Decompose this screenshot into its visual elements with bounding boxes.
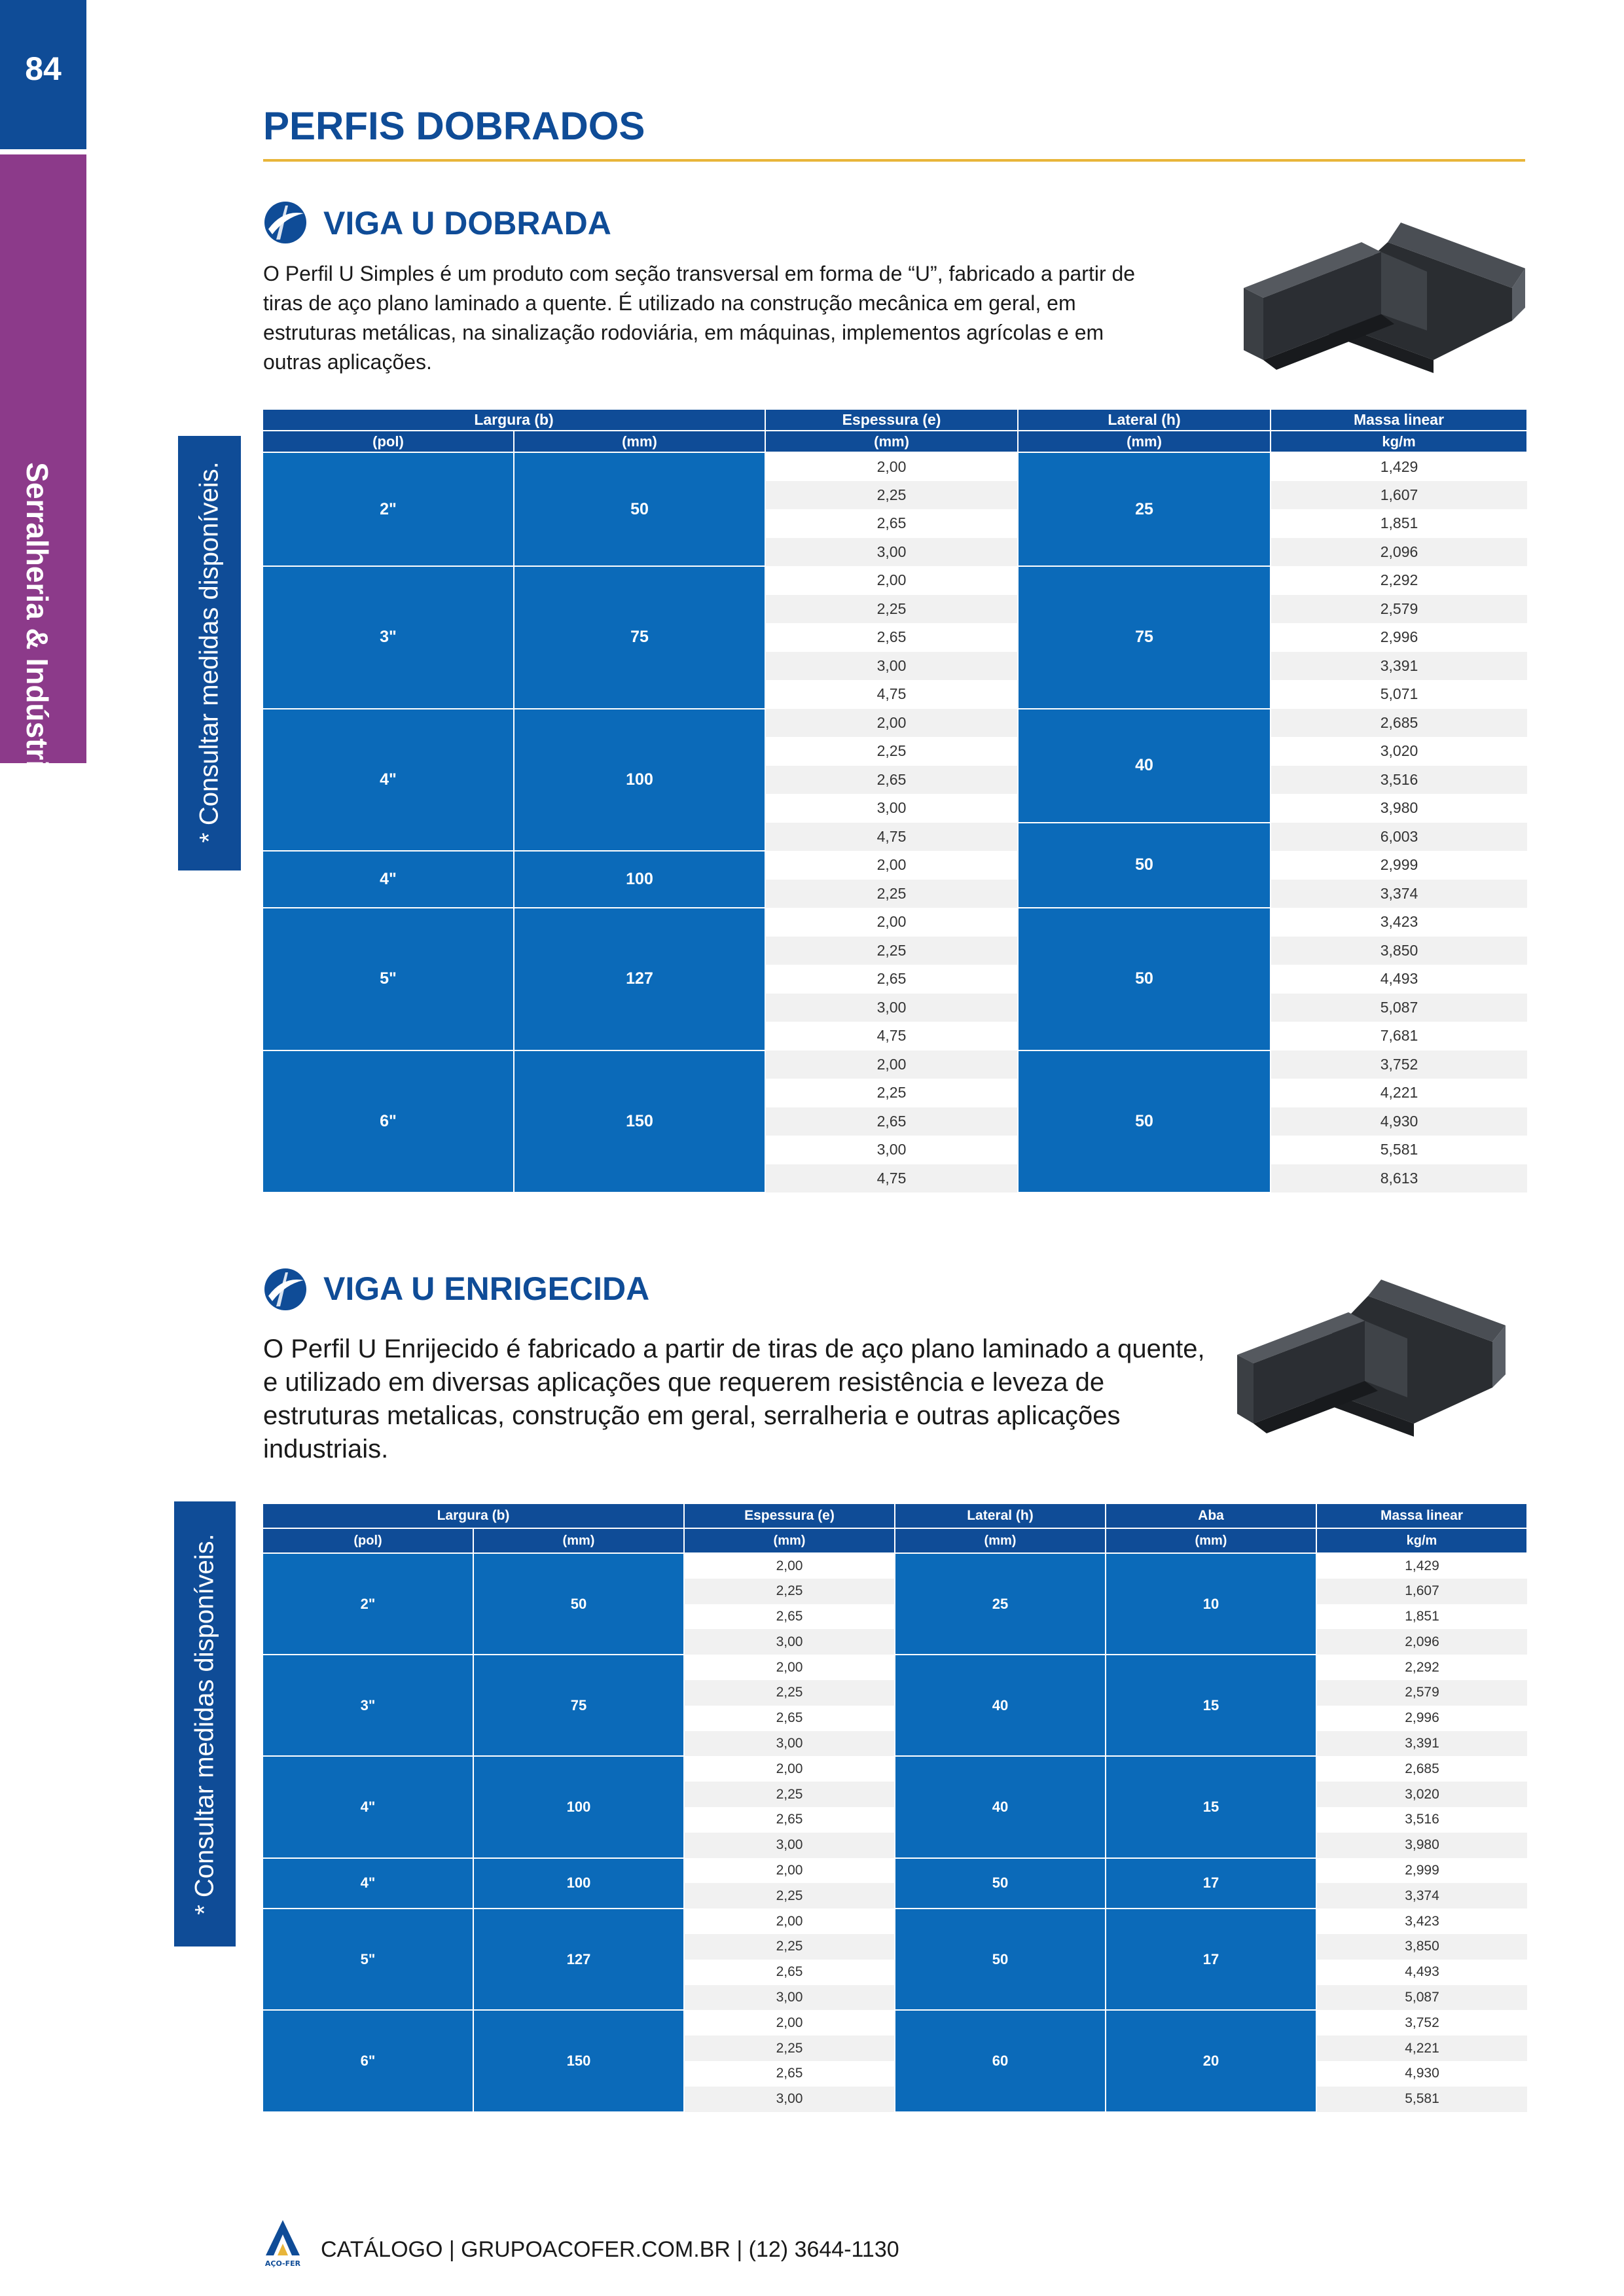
viga-u-enrigecida-table: [262, 1503, 1528, 2113]
thickness-cell: 2,65: [765, 623, 1018, 652]
linear-mass-cell: 3,391: [1271, 652, 1527, 681]
thickness-cell: 3,00: [684, 1985, 895, 2011]
lateral-cell: 25: [895, 1553, 1106, 1655]
linear-mass-cell: 5,581: [1316, 2087, 1527, 2112]
thickness-cell: 3,00: [684, 1731, 895, 1757]
header-espessura: Espessura (e): [684, 1503, 895, 1528]
width-pol-cell: 4": [262, 1756, 473, 1857]
unit-kg-m: kg/m: [1316, 1528, 1527, 1553]
side-note-box: [174, 1501, 236, 1946]
linear-mass-cell: 2,579: [1316, 1680, 1527, 1706]
thickness-cell: 2,65: [765, 1107, 1018, 1136]
table-row: [262, 851, 1527, 880]
width-mm-cell: 150: [473, 2010, 684, 2111]
linear-mass-cell: 3,374: [1271, 880, 1527, 908]
width-mm-cell: 127: [514, 908, 765, 1050]
table-row: [262, 709, 1527, 738]
aba-cell: 17: [1106, 1858, 1316, 1909]
unit-kg-m: kg/m: [1271, 431, 1527, 452]
linear-mass-cell: 4,493: [1271, 965, 1527, 994]
width-mm-cell: 100: [514, 851, 765, 908]
unit-mm: (mm): [895, 1528, 1106, 1553]
thickness-cell: 2,25: [684, 1579, 895, 1604]
thickness-cell: 2,65: [684, 1807, 895, 1833]
linear-mass-cell: 2,685: [1316, 1756, 1527, 1782]
thickness-cell: 2,25: [765, 937, 1018, 965]
section-description-viga-u-dobrada: O Perfil U Simples é um produto com seção transversal em forma de “U”, fabricado a partir de tiras de aço plano laminado a quente. É utilizado na construção mecânica em geral, em estruturas metálicas, na sinalização rodoviária, em máquinas, implementos agrícolas e em outras aplicações.: [263, 262, 1136, 374]
thickness-cell: 3,00: [684, 2087, 895, 2112]
thickness-cell: 2,25: [765, 481, 1018, 510]
width-pol-cell: 4": [262, 709, 514, 852]
width-mm-cell: 100: [473, 1756, 684, 1857]
thickness-cell: 2,25: [765, 1079, 1018, 1107]
thickness-cell: 2,00: [684, 1909, 895, 1934]
aba-cell: 15: [1106, 1655, 1316, 1756]
linear-mass-cell: 5,087: [1271, 994, 1527, 1022]
thickness-cell: 2,00: [765, 908, 1018, 937]
linear-mass-cell: 1,851: [1316, 1604, 1527, 1630]
section-description-viga-u-enrigecida: O Perfil U Enrijecido é fabricado a partir de tiras de aço plano laminado a quente, e utilizado em diversas aplicações que requerem resistência e leveza de estruturas metalicas, construção em geral, serralheria e outras aplicações industriais.: [263, 1335, 1205, 1463]
width-pol-cell: 4": [262, 1858, 473, 1909]
header-aba: Aba: [1106, 1503, 1316, 1528]
unit-pol: (pol): [262, 431, 514, 452]
width-pol-cell: 2": [262, 452, 514, 566]
linear-mass-cell: 2,579: [1271, 595, 1527, 624]
linear-mass-cell: 4,221: [1316, 2036, 1527, 2061]
linear-mass-cell: 3,374: [1316, 1883, 1527, 1909]
width-mm-cell: 75: [473, 1655, 684, 1756]
linear-mass-cell: 2,999: [1271, 851, 1527, 880]
svg-text:AÇO-FER: AÇO-FER: [264, 2259, 301, 2268]
thickness-cell: 3,00: [765, 994, 1018, 1022]
thickness-cell: 3,00: [765, 794, 1018, 823]
thickness-cell: 2,00: [765, 452, 1018, 481]
table-row: [262, 2010, 1527, 2036]
table-row: [262, 566, 1527, 595]
width-mm-cell: 50: [473, 1553, 684, 1655]
linear-mass-cell: 1,429: [1316, 1553, 1527, 1579]
width-pol-cell: 3": [262, 1655, 473, 1756]
thickness-cell: 3,00: [765, 538, 1018, 567]
aba-cell: 17: [1106, 1909, 1316, 2010]
thickness-cell: 2,00: [765, 566, 1018, 595]
thickness-cell: 2,25: [765, 880, 1018, 908]
header-espessura: Espessura (e): [765, 409, 1018, 431]
header-largura: Largura (b): [262, 1503, 684, 1528]
footer-text: CATÁLOGO | GRUPOACOFER.COM.BR | (12) 3644-1130: [321, 2237, 899, 2262]
aba-cell: 15: [1106, 1756, 1316, 1857]
linear-mass-cell: 1,607: [1316, 1579, 1527, 1604]
page-number: 84: [25, 50, 62, 87]
linear-mass-cell: 2,292: [1316, 1655, 1527, 1680]
width-pol-cell: 5": [262, 908, 514, 1050]
lateral-cell: 50: [1018, 1050, 1271, 1193]
linear-mass-cell: 2,685: [1271, 709, 1527, 738]
header-lateral: Lateral (h): [1018, 409, 1271, 431]
thickness-cell: 2,25: [684, 1782, 895, 1807]
lateral-cell: 40: [895, 1655, 1106, 1756]
width-mm-cell: 150: [514, 1050, 765, 1193]
thickness-cell: 2,25: [684, 2036, 895, 2061]
thickness-cell: 3,00: [684, 1629, 895, 1655]
linear-mass-cell: 3,423: [1271, 908, 1527, 937]
linear-mass-cell: 3,516: [1316, 1807, 1527, 1833]
thickness-cell: 2,00: [765, 1050, 1018, 1079]
u-profile-image: [1237, 216, 1538, 380]
lateral-cell: 40: [895, 1756, 1106, 1857]
unit-mm: (mm): [514, 431, 765, 452]
linear-mass-cell: 5,581: [1271, 1136, 1527, 1164]
acofer-logo: [263, 2217, 302, 2270]
title-divider: [263, 159, 1525, 162]
header-largura: Largura (b): [262, 409, 765, 431]
thickness-cell: 3,00: [765, 1136, 1018, 1164]
thickness-cell: 2,65: [765, 965, 1018, 994]
thickness-cell: 2,00: [684, 2010, 895, 2036]
linear-mass-cell: 3,020: [1271, 737, 1527, 766]
unit-pol: (pol): [262, 1528, 473, 1553]
linear-mass-cell: 3,752: [1316, 2010, 1527, 2036]
thickness-cell: 2,65: [684, 1706, 895, 1731]
u-enrijecido-profile-image: [1231, 1276, 1538, 1440]
page-title: PERFIS DOBRADOS: [263, 104, 645, 148]
thickness-cell: 2,00: [765, 851, 1018, 880]
lateral-cell: 50: [1018, 823, 1271, 908]
table-row: [262, 1858, 1527, 1884]
width-pol-cell: 5": [262, 1909, 473, 2010]
side-note-text: * Consultar medidas disponíveis.: [194, 461, 224, 843]
linear-mass-cell: 2,096: [1271, 538, 1527, 567]
thickness-cell: 3,00: [765, 652, 1018, 681]
thickness-cell: 2,25: [765, 737, 1018, 766]
thickness-cell: 3,00: [684, 1833, 895, 1858]
lateral-cell: 60: [895, 2010, 1106, 2111]
linear-mass-cell: 1,851: [1271, 509, 1527, 538]
header-lateral: Lateral (h): [895, 1503, 1106, 1528]
linear-mass-cell: 3,850: [1271, 937, 1527, 965]
lateral-cell: 50: [1018, 908, 1271, 1050]
viga-u-dobrada-table: [262, 408, 1528, 1193]
width-pol-cell: 6": [262, 2010, 473, 2111]
linear-mass-cell: 3,752: [1271, 1050, 1527, 1079]
width-mm-cell: 100: [473, 1858, 684, 1909]
table-row: [262, 452, 1527, 481]
table-row: [262, 1756, 1527, 1782]
thickness-cell: 2,25: [684, 1680, 895, 1706]
table-row: [262, 1553, 1527, 1579]
section-title-viga-u-enrigecida: VIGA U ENRIGECIDA: [323, 1270, 650, 1307]
linear-mass-cell: 2,999: [1316, 1858, 1527, 1884]
linear-mass-cell: 2,096: [1316, 1629, 1527, 1655]
thickness-cell: 2,00: [684, 1655, 895, 1680]
table-row: [262, 908, 1527, 937]
linear-mass-cell: 7,681: [1271, 1022, 1527, 1050]
width-mm-cell: 100: [514, 709, 765, 852]
width-pol-cell: 3": [262, 566, 514, 709]
linear-mass-cell: 5,087: [1316, 1985, 1527, 2011]
linear-mass-cell: 3,516: [1271, 766, 1527, 795]
section-logo-icon: [263, 200, 308, 245]
aba-cell: 10: [1106, 1553, 1316, 1655]
linear-mass-cell: 4,493: [1316, 1960, 1527, 1985]
table-row: [262, 1655, 1527, 1680]
section-title-viga-u-dobrada: VIGA U DOBRADA: [323, 205, 611, 242]
side-note-text: * Consultar medidas disponíveis.: [190, 1534, 219, 1915]
section-band: [0, 154, 86, 785]
unit-mm: (mm): [1106, 1528, 1316, 1553]
unit-mm: (mm): [473, 1528, 684, 1553]
linear-mass-cell: 3,980: [1316, 1833, 1527, 1858]
linear-mass-cell: 4,930: [1271, 1107, 1527, 1136]
linear-mass-cell: 6,003: [1271, 823, 1527, 852]
unit-mm: (mm): [1018, 431, 1271, 452]
width-mm-cell: 127: [473, 1909, 684, 2010]
thickness-cell: 4,75: [765, 823, 1018, 852]
linear-mass-cell: 5,071: [1271, 680, 1527, 709]
lateral-cell: 40: [1018, 709, 1271, 823]
unit-mm: (mm): [765, 431, 1018, 452]
linear-mass-cell: 2,292: [1271, 566, 1527, 595]
aba-cell: 20: [1106, 2010, 1316, 2111]
thickness-cell: 2,00: [684, 1553, 895, 1579]
linear-mass-cell: 3,980: [1271, 794, 1527, 823]
linear-mass-cell: 1,429: [1271, 452, 1527, 481]
linear-mass-cell: 3,423: [1316, 1909, 1527, 1934]
linear-mass-cell: 8,613: [1271, 1164, 1527, 1193]
width-pol-cell: 2": [262, 1553, 473, 1655]
linear-mass-cell: 3,850: [1316, 1934, 1527, 1960]
linear-mass-cell: 2,996: [1316, 1706, 1527, 1731]
thickness-cell: 2,25: [765, 595, 1018, 624]
header-massa-linear: Massa linear: [1271, 409, 1527, 431]
thickness-cell: 4,75: [765, 1164, 1018, 1193]
table-row: [262, 1050, 1527, 1079]
thickness-cell: 2,65: [684, 1960, 895, 1985]
linear-mass-cell: 3,020: [1316, 1782, 1527, 1807]
table-row: [262, 1909, 1527, 1934]
thickness-cell: 2,65: [765, 766, 1018, 795]
thickness-cell: 2,25: [684, 1883, 895, 1909]
page-number-box: [0, 0, 86, 149]
thickness-cell: 2,65: [765, 509, 1018, 538]
header-massa-linear: Massa linear: [1316, 1503, 1527, 1528]
unit-mm: (mm): [684, 1528, 895, 1553]
thickness-cell: 2,00: [684, 1756, 895, 1782]
thickness-cell: 2,00: [684, 1858, 895, 1884]
thickness-cell: 4,75: [765, 680, 1018, 709]
linear-mass-cell: 4,221: [1271, 1079, 1527, 1107]
width-pol-cell: 6": [262, 1050, 514, 1193]
section-label: Serralheria & Indústria: [20, 462, 54, 785]
thickness-cell: 2,25: [684, 1934, 895, 1960]
linear-mass-cell: 2,996: [1271, 623, 1527, 652]
width-pol-cell: 4": [262, 851, 514, 908]
lateral-cell: 75: [1018, 566, 1271, 709]
section-logo-icon: [263, 1267, 308, 1312]
thickness-cell: 2,00: [765, 709, 1018, 738]
lateral-cell: 50: [895, 1858, 1106, 1909]
thickness-cell: 2,65: [684, 2061, 895, 2087]
linear-mass-cell: 1,607: [1271, 481, 1527, 510]
linear-mass-cell: 3,391: [1316, 1731, 1527, 1757]
lateral-cell: 50: [895, 1909, 1106, 2010]
thickness-cell: 2,65: [684, 1604, 895, 1630]
linear-mass-cell: 4,930: [1316, 2061, 1527, 2087]
side-note-box: [178, 436, 241, 870]
width-mm-cell: 50: [514, 452, 765, 566]
lateral-cell: 25: [1018, 452, 1271, 566]
thickness-cell: 4,75: [765, 1022, 1018, 1050]
width-mm-cell: 75: [514, 566, 765, 709]
